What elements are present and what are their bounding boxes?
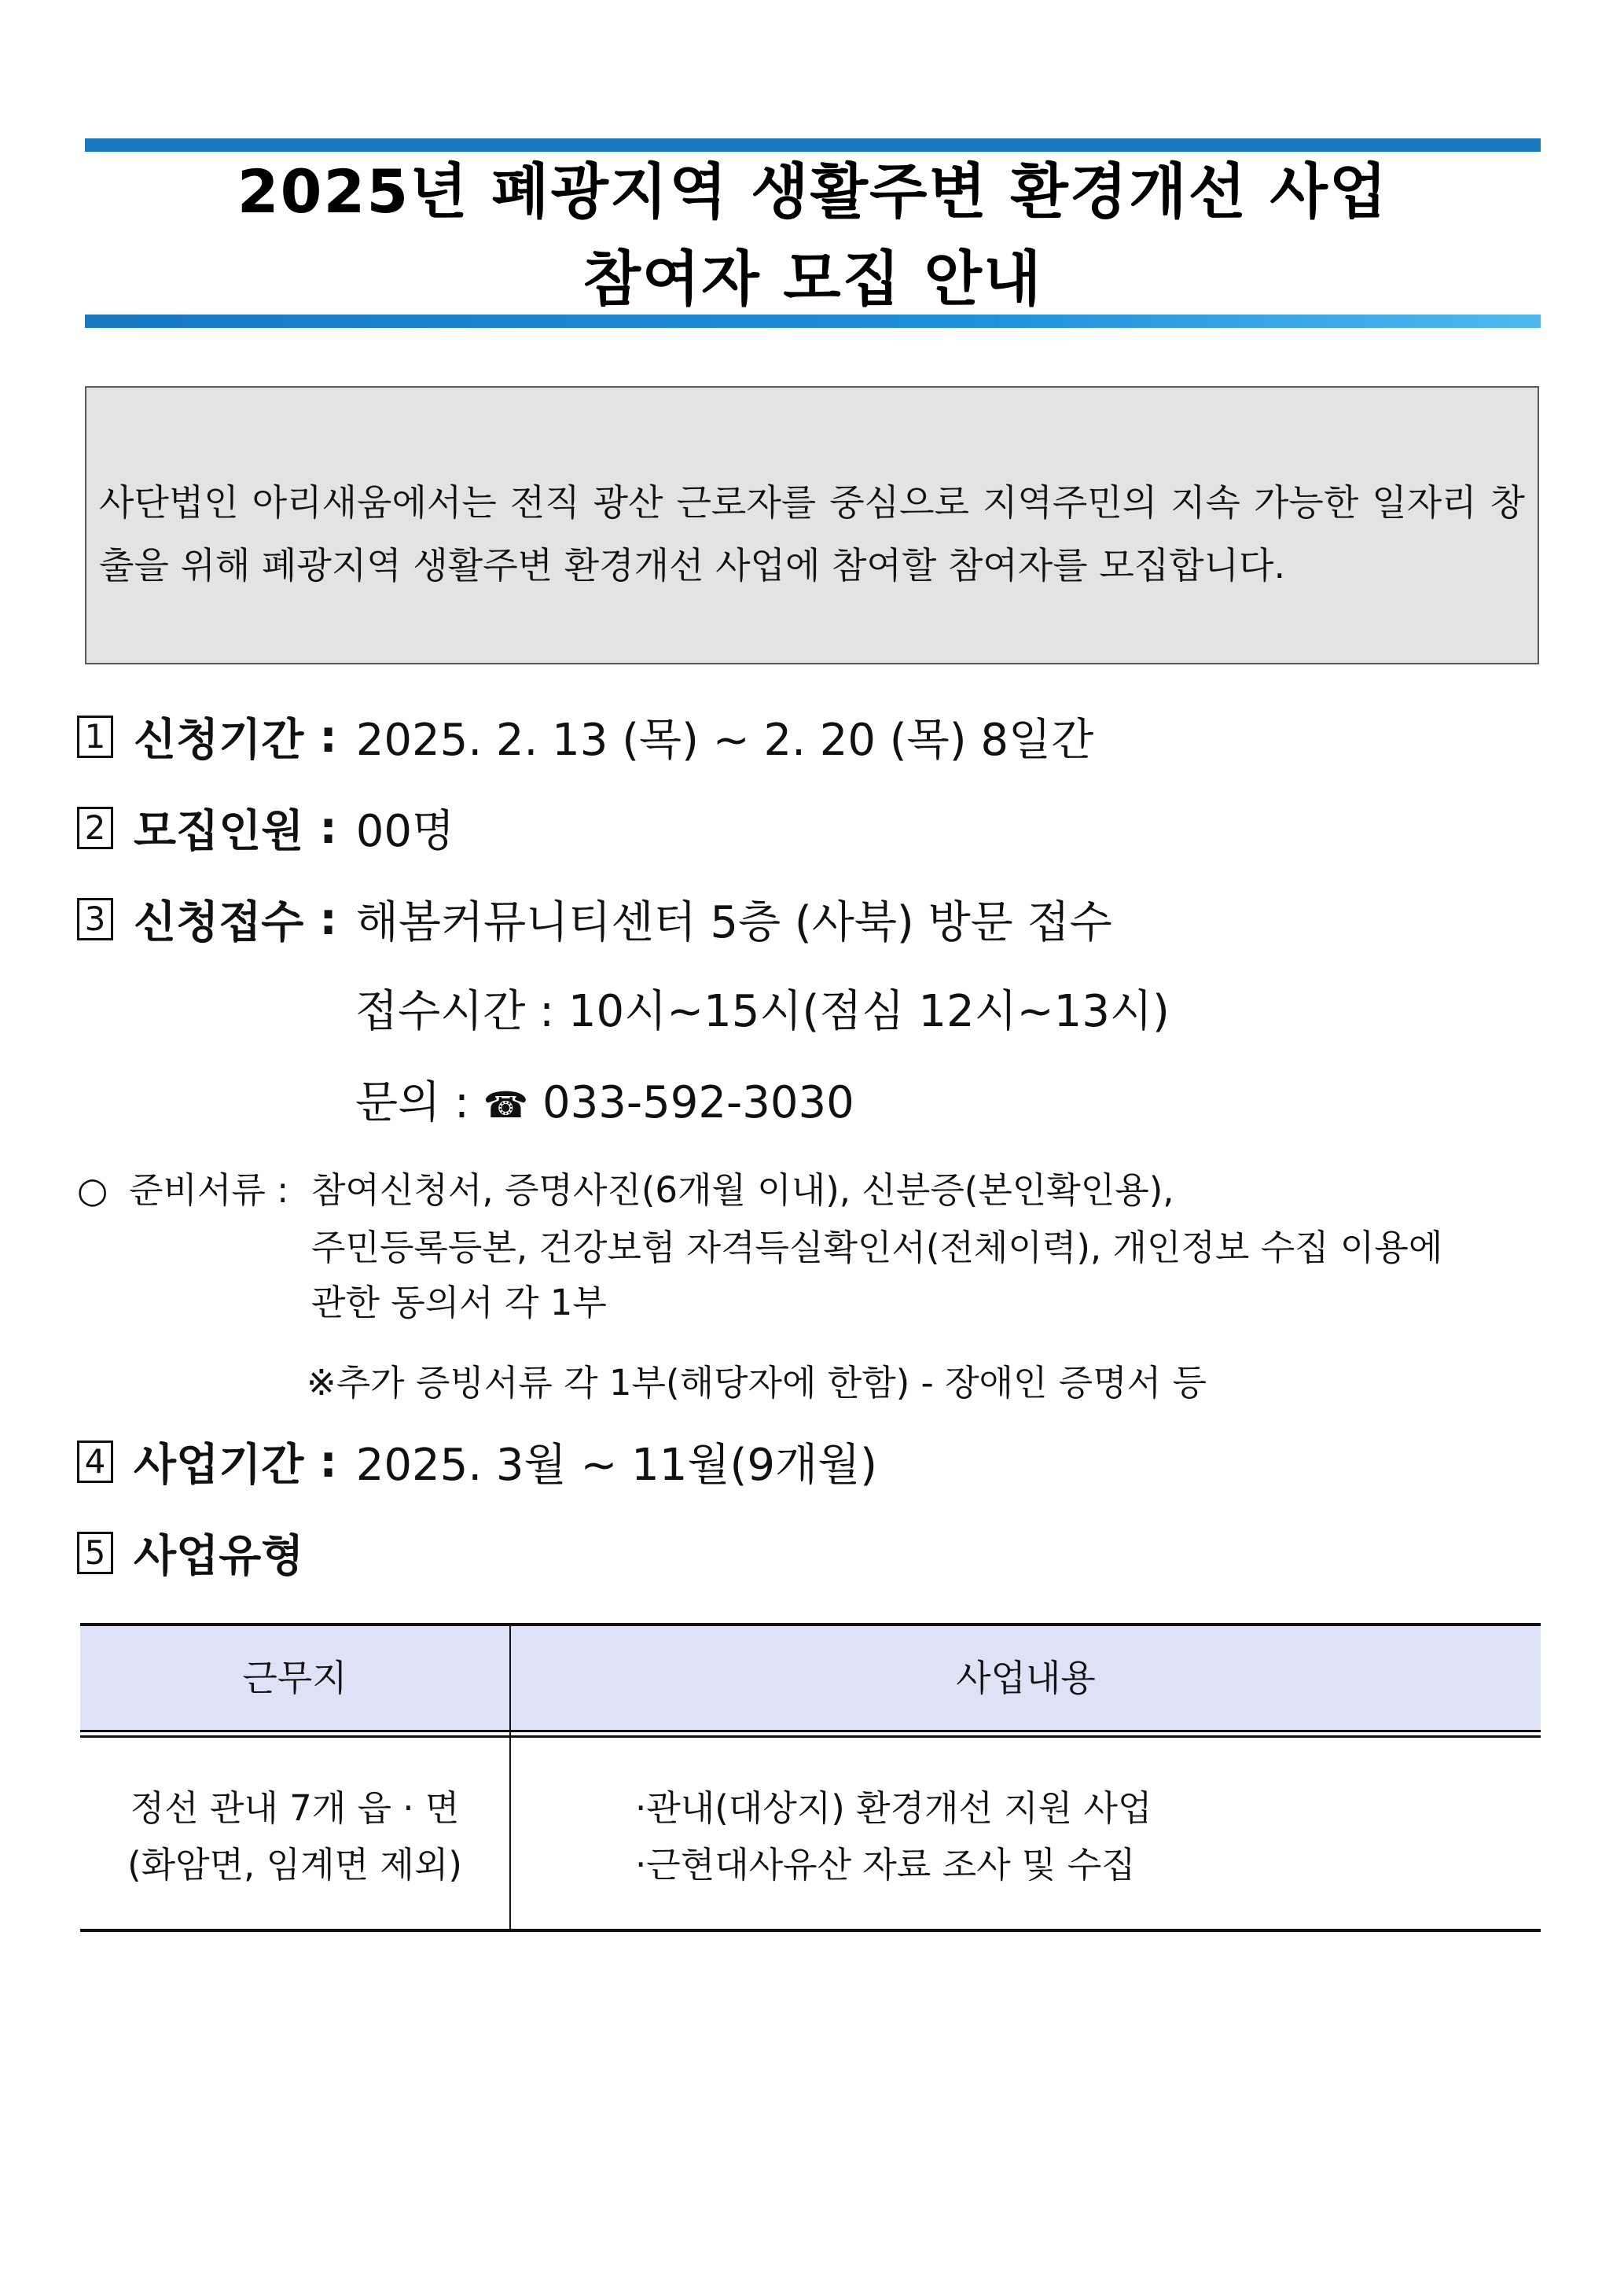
intro-box [85, 386, 1539, 664]
table-header-workplace: 근무지 [242, 1657, 347, 1699]
documents-bullet: ○ [77, 1169, 108, 1211]
documents-line-2: 주민등록등본, 건강보험 자격득실확인서(전체이력), 개인정보 수집 이용에 [311, 1227, 1443, 1268]
documents-note: ※추가 증빙서류 각 1부(해당자에 한함) - 장애인 증명서 등 [307, 1362, 1207, 1404]
phone-number[interactable]: 033-592-3030 [542, 1077, 854, 1128]
section-business-period [77, 1430, 877, 1493]
section-label: 모집인원 [134, 806, 304, 857]
section-headcount [77, 797, 454, 859]
section-label: 신청접수 [134, 897, 304, 948]
section-number-4: 4 [77, 1441, 113, 1483]
section-application-period [77, 705, 1093, 768]
title-top-bar [85, 138, 1541, 152]
section-label: 사업유형 [134, 1531, 304, 1582]
table-bottom-border [80, 1929, 1541, 1932]
section-colon: : [319, 802, 337, 854]
phone-icon: ☎ [483, 1084, 528, 1126]
reception-hours: 접수시간 : 10시~15시(점심 12시~13시) [355, 986, 1170, 1037]
contents-line-2: ·근현대사유산 자료 조사 및 수집 [635, 1844, 1136, 1886]
business-type-table [80, 1623, 1541, 1933]
section-value: 해봄커뮤니티센터 5층 (사북) 방문 접수 [355, 897, 1112, 948]
section-colon: : [319, 1436, 337, 1488]
section-number-1: 1 [77, 716, 113, 758]
inquiry-label: 문의 : [355, 1077, 469, 1128]
section-colon: : [319, 711, 337, 763]
section-number-3: 3 [77, 898, 113, 940]
table-cell-workplace [80, 1780, 509, 1893]
section-number-5: 5 [77, 1532, 113, 1574]
section-value: 2025. 3월 ~ 11월(9개월) [355, 1440, 878, 1491]
section-business-type [77, 1521, 303, 1584]
page-title: 2025년 폐광지역 생활주변 환경개선 사업 [237, 156, 1389, 226]
documents-line-1: 참여신청서, 증명사진(6개월 이내), 신분증(본인확인용), [311, 1169, 1174, 1211]
section-value: 00명 [355, 806, 455, 857]
intro-text: 사단법인 아리새움에서는 전직 광산 근로자를 중심으로 지역주민의 지속 가능한 일자리 창출을 위해 폐광지역 생활주변 환경개선 사업에 참여할 참여자를 모집합니다. [99, 481, 1525, 587]
section-label: 신청기간 [134, 715, 304, 766]
documents-line-3: 관한 동의서 각 1부 [311, 1282, 607, 1323]
contents-line-1: ·관내(대상지) 환경개선 지원 사업 [635, 1787, 1152, 1829]
table-header-contents: 사업내용 [956, 1657, 1096, 1699]
section-value: 2025. 2. 13 (목) ~ 2. 20 (목) 8일간 [355, 715, 1094, 766]
page-subtitle: 참여자 모집 안내 [582, 244, 1043, 314]
section-label: 사업기간 [134, 1440, 304, 1491]
section-reception [77, 888, 1112, 951]
table-header-divider [80, 1735, 1541, 1738]
section-number-2: 2 [77, 807, 113, 849]
section-colon: : [319, 893, 337, 945]
table-header-divider [80, 1730, 1541, 1732]
workplace-line-2: (화암면, 임계면 제외) [127, 1844, 462, 1886]
documents-label: 준비서류 : [129, 1169, 289, 1211]
title-bottom-bar [85, 315, 1541, 328]
table-cell-contents [635, 1780, 1152, 1893]
workplace-line-1: 정선 관내 7개 읍 · 면 [130, 1787, 460, 1829]
inquiry-line [355, 1072, 854, 1136]
